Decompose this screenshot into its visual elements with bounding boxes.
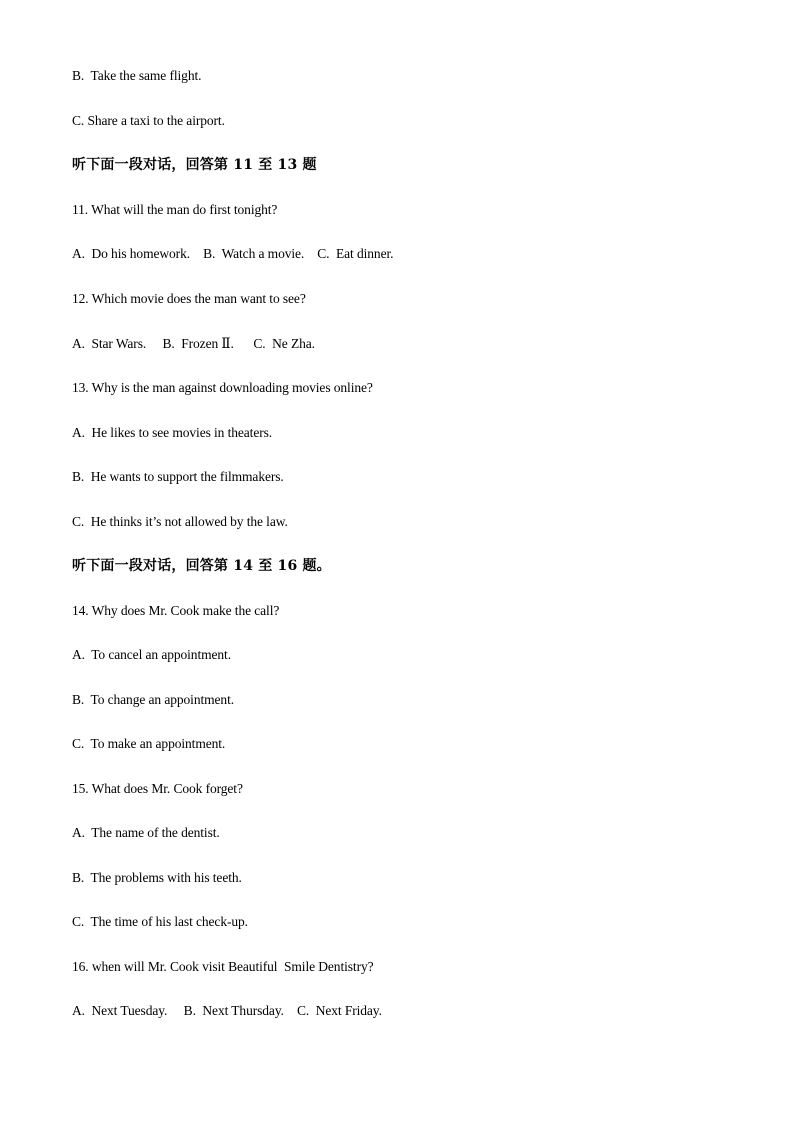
option-15-b: B. The problems with his teeth. [72,870,242,885]
section-heading-14-16: 听下面一段对话，回答第 14 至 16 题。 [72,558,331,574]
option-10-c: C. Share a taxi to the airport. [72,113,225,128]
option-13-a: A. He likes to see movies in theaters. [72,425,273,440]
option-15-c: C. The time of his last check-up. [72,914,248,929]
option-15-a: A. The name of the dentist. [72,825,220,840]
question-14: 14. Why does Mr. Cook make the call? [72,603,280,618]
question-11: 11. What will the man do first tonight? [72,202,278,217]
option-13-c: C. He thinks it’s not allowed by the law. [72,514,288,529]
option-14-a: A. To cancel an appointment. [72,647,231,662]
question-13: 13. Why is the man against downloading movies online? [72,380,373,395]
section-heading-11-13: 听下面一段对话，回答第 11 至 13 题 [72,157,317,173]
option-14-c: C. To make an appointment. [72,736,226,751]
question-12: 12. Which movie does the man want to see? [72,291,306,306]
question-15: 15. What does Mr. Cook forget? [72,781,243,796]
option-13-b: B. He wants to support the filmmakers. [72,469,284,484]
options-12: A. Star Wars. B. Frozen Ⅱ. C. Ne Zha. [72,336,315,351]
question-16: 16. when will Mr. Cook visit Beautiful Smile Dentistry? [72,959,374,974]
option-10-b: B. Take the same flight. [72,68,202,83]
options-16: A. Next Tuesday. B. Next Thursday. C. Next Friday. [72,1003,382,1018]
options-11: A. Do his homework. B. Watch a movie. C. Eat dinner. [72,246,394,261]
option-14-b: B. To change an appointment. [72,692,234,707]
